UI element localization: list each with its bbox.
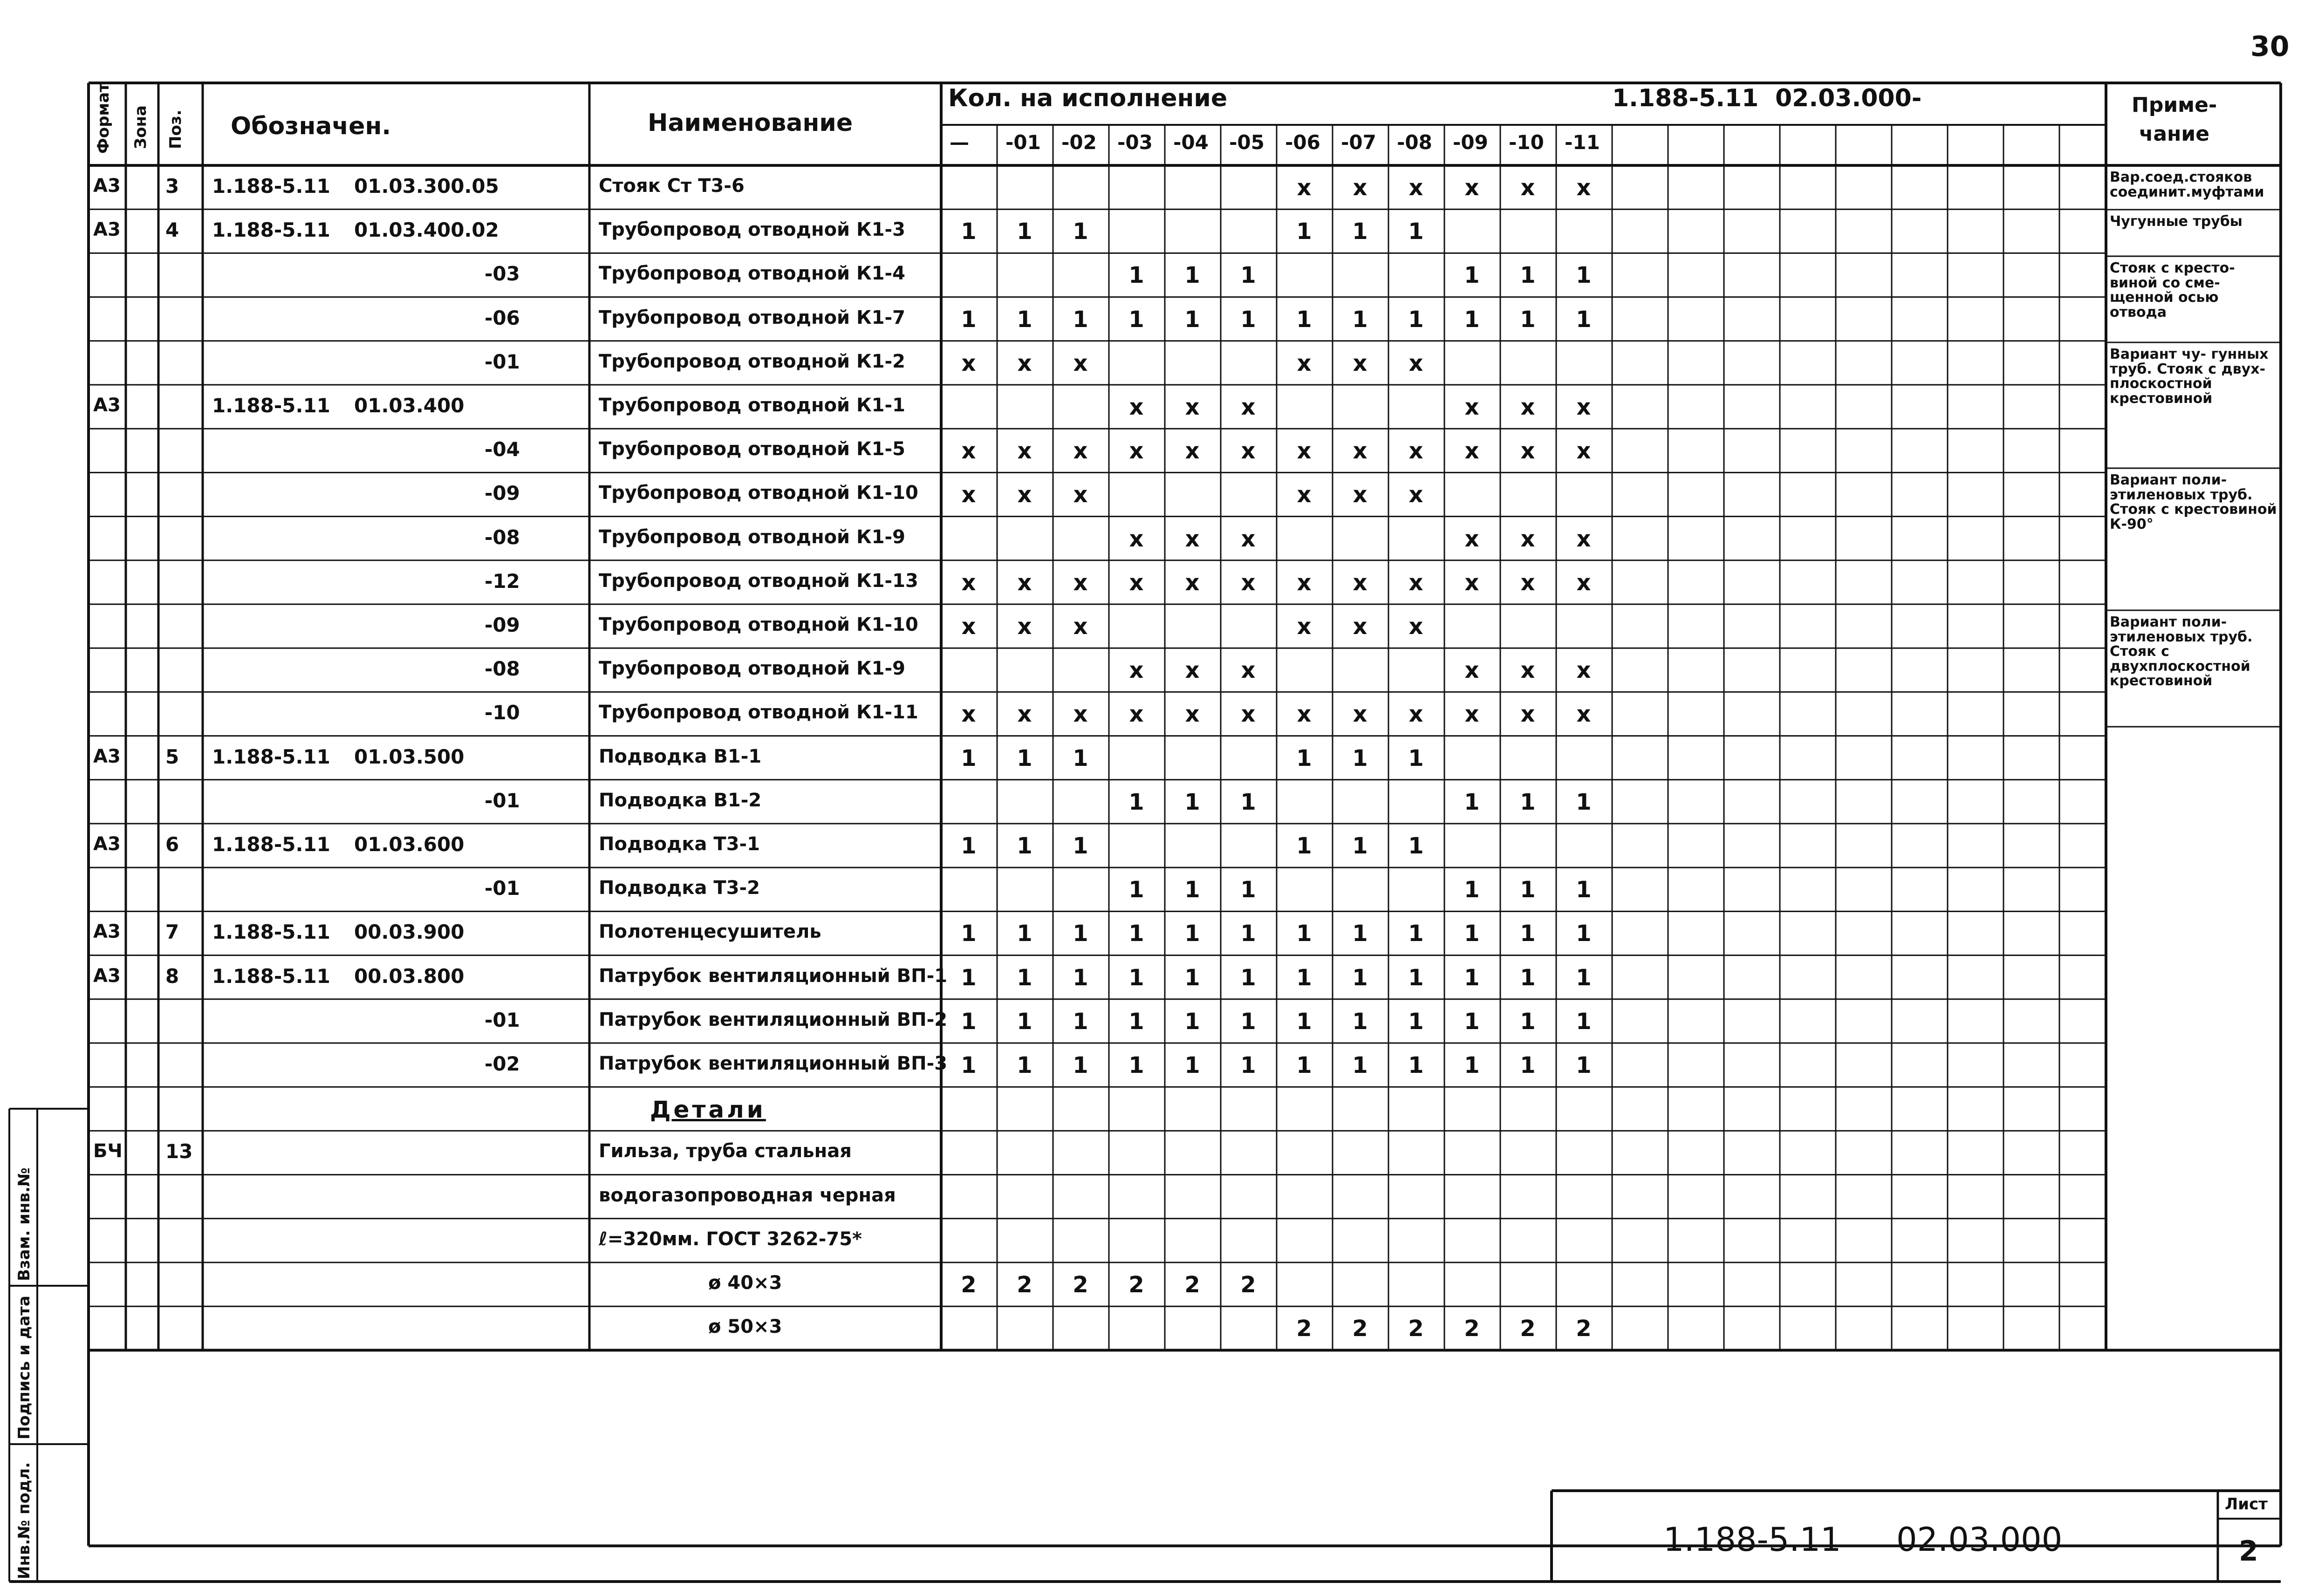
footer-code: 1.188-5.11 (1663, 1521, 1841, 1559)
quantity-mark: 1 (1408, 218, 1424, 245)
quantity-mark: 1 (1576, 306, 1592, 333)
quantity-mark: 1 (1184, 877, 1200, 903)
quantity-mark: 2 (1128, 1272, 1144, 1298)
row-designation-number: 01.03.600 (354, 833, 465, 856)
quantity-mark: 1 (1240, 921, 1256, 947)
quantity-mark: 1 (1128, 964, 1144, 991)
variant-header: -05 (1229, 131, 1265, 154)
row-designation-number: -06 (485, 306, 520, 329)
row-name: Трубопровод отводной К1-9 (599, 658, 905, 680)
row-designation-number: 00.03.900 (354, 921, 465, 944)
quantity-mark: 1 (1073, 1008, 1088, 1035)
quantity-mark: 1 (1576, 1008, 1592, 1035)
row-name: Трубопровод отводной К1-10 (599, 614, 918, 635)
quantity-mark: 1 (1073, 964, 1088, 991)
quantity-mark: x (1297, 614, 1312, 640)
quantity-mark: 1 (1184, 1052, 1200, 1078)
quantity-mark: x (1353, 569, 1367, 596)
quantity-mark: 1 (1520, 877, 1536, 903)
quantity-mark: x (1408, 482, 1423, 508)
header-qty-title: Кол. на исполнение (948, 84, 1228, 112)
row-format: А3 (93, 395, 121, 416)
row-name: Гильза, труба стальная (599, 1140, 852, 1162)
row-pos: 4 (165, 218, 179, 242)
stamp-vzam: Взам. инв.№ (15, 1167, 34, 1281)
quantity-mark: 1 (1520, 1008, 1536, 1035)
variant-header: -11 (1565, 131, 1600, 154)
quantity-mark: x (1129, 394, 1144, 420)
quantity-mark: 1 (1128, 877, 1144, 903)
quantity-mark: x (1297, 175, 1312, 201)
quantity-mark: 1 (1408, 306, 1424, 333)
quantity-mark: x (1576, 657, 1591, 684)
quantity-mark: 1 (1576, 789, 1592, 815)
quantity-mark: 2 (1017, 1272, 1032, 1298)
quantity-mark: 1 (1184, 921, 1200, 947)
quantity-mark: 1 (1296, 745, 1312, 771)
row-name: Трубопровод отводной К1-4 (599, 263, 905, 285)
row-name: Трубопровод отводной К1-2 (599, 350, 905, 372)
quantity-mark: 1 (1408, 745, 1424, 771)
row-name: Подводка В1-2 (599, 789, 762, 811)
quantity-mark: 1 (1576, 877, 1592, 903)
quantity-mark: x (1520, 438, 1535, 464)
row-name: ø 50×3 (708, 1316, 782, 1338)
quantity-mark: 1 (1464, 921, 1480, 947)
quantity-mark: x (1576, 175, 1591, 201)
quantity-mark: 1 (1073, 306, 1088, 333)
quantity-mark: 2 (1408, 1316, 1424, 1342)
row-name: ℓ=320мм. ГОСТ 3262-75* (599, 1228, 862, 1250)
row-note: Вар.соед.стояков соединит.муфтами (2110, 169, 2264, 200)
row-code: 1.188-5.11 (212, 394, 330, 417)
quantity-mark: x (1520, 394, 1535, 420)
quantity-mark: 1 (1520, 306, 1536, 333)
row-designation-number: -08 (485, 657, 520, 681)
quantity-mark: 1 (1017, 1052, 1032, 1078)
row-designation-number: 01.03.400.02 (354, 218, 499, 242)
quantity-mark: 1 (1520, 262, 1536, 289)
quantity-mark: x (1353, 614, 1367, 640)
quantity-mark: 1 (1184, 964, 1200, 991)
quantity-mark: 1 (1128, 262, 1144, 289)
quantity-mark: 1 (1464, 306, 1480, 333)
footer-number: 02.03.000 (1896, 1521, 2063, 1559)
variant-header: -09 (1453, 131, 1488, 154)
quantity-mark: 1 (961, 964, 977, 991)
row-name: Трубопровод отводной К1-10 (599, 482, 918, 504)
quantity-mark: 1 (961, 745, 977, 771)
quantity-mark: x (1073, 701, 1088, 728)
row-format: БЧ (93, 1140, 123, 1162)
quantity-mark: 1 (961, 833, 977, 859)
row-code: 1.188-5.11 (212, 921, 330, 944)
quantity-mark: x (1073, 614, 1088, 640)
variant-header: -10 (1509, 131, 1544, 154)
row-format: А3 (93, 833, 121, 855)
quantity-mark: 1 (1352, 833, 1368, 859)
variant-header: -06 (1285, 131, 1320, 154)
quantity-mark: x (1073, 438, 1088, 464)
quantity-mark: x (1241, 657, 1256, 684)
quantity-mark: 2 (1576, 1316, 1592, 1342)
row-name: Подводка В1-1 (599, 745, 762, 767)
quantity-mark: x (1073, 350, 1088, 376)
section-heading: Детали (650, 1096, 766, 1124)
quantity-mark: 1 (1352, 745, 1368, 771)
quantity-mark: x (1464, 394, 1479, 420)
quantity-mark: 1 (1352, 921, 1368, 947)
row-designation-number: -01 (485, 350, 520, 373)
quantity-mark: x (1353, 482, 1367, 508)
row-designation-number: -04 (485, 438, 520, 461)
quantity-mark: x (1464, 525, 1479, 552)
row-name: Трубопровод отводной К1-7 (599, 307, 905, 328)
quantity-mark: x (1129, 657, 1144, 684)
header-format: Формат (94, 83, 113, 154)
variant-header: -03 (1117, 131, 1153, 154)
quantity-mark: 1 (1464, 262, 1480, 289)
quantity-mark: x (1241, 394, 1256, 420)
row-designation-number: 01.03.500 (354, 745, 465, 768)
quantity-mark: 1 (1240, 964, 1256, 991)
quantity-mark: x (961, 438, 976, 464)
quantity-mark: x (961, 482, 976, 508)
row-designation-number: -08 (485, 525, 520, 549)
row-designation-number: -01 (485, 789, 520, 812)
quantity-mark: x (1185, 525, 1200, 552)
quantity-mark: x (1464, 569, 1479, 596)
quantity-mark: 1 (1017, 306, 1032, 333)
quantity-mark: 1 (1240, 1052, 1256, 1078)
quantity-mark: 1 (1352, 964, 1368, 991)
quantity-mark: 1 (1128, 921, 1144, 947)
quantity-mark: x (1297, 482, 1312, 508)
row-name: Стояк Ст Т3-6 (599, 175, 745, 197)
stamp-inv-podl: Инв.№ подл. (15, 1462, 34, 1579)
row-designation-number: -03 (485, 262, 520, 286)
quantity-mark: 1 (1464, 877, 1480, 903)
quantity-mark: x (1353, 350, 1367, 376)
row-note: Вариант поли- этиленовых труб. Стояк с двухплоскостной крестовиной (2110, 614, 2253, 689)
quantity-mark: 1 (1017, 1008, 1032, 1035)
quantity-mark: x (1185, 569, 1200, 596)
quantity-mark: 1 (1240, 877, 1256, 903)
quantity-mark: 1 (961, 306, 977, 333)
quantity-mark: x (1297, 569, 1312, 596)
quantity-mark: 1 (1352, 218, 1368, 245)
quantity-mark: x (1017, 350, 1032, 376)
quantity-mark: 1 (1240, 262, 1256, 289)
quantity-mark: 1 (1520, 789, 1536, 815)
quantity-mark: 1 (1296, 964, 1312, 991)
row-designation-number: -12 (485, 569, 520, 593)
row-code: 1.188-5.11 (212, 218, 330, 242)
quantity-mark: x (1017, 482, 1032, 508)
quantity-mark: x (1520, 175, 1535, 201)
quantity-mark: 1 (1576, 964, 1592, 991)
quantity-mark: 1 (1128, 789, 1144, 815)
variant-header: -08 (1397, 131, 1432, 154)
row-designation-number: -01 (485, 877, 520, 900)
quantity-mark: x (1576, 569, 1591, 596)
header-name: Наименование (648, 109, 853, 137)
quantity-mark: x (1017, 569, 1032, 596)
quantity-mark: 1 (1296, 833, 1312, 859)
row-pos: 6 (165, 833, 179, 856)
quantity-mark: 1 (1073, 218, 1088, 245)
quantity-mark: 1 (1017, 218, 1032, 245)
quantity-mark: x (961, 350, 976, 376)
quantity-mark: x (961, 569, 976, 596)
quantity-mark: x (1241, 438, 1256, 464)
quantity-mark: x (1297, 701, 1312, 728)
row-name: Трубопровод отводной К1-3 (599, 219, 905, 241)
row-designation-number: -09 (485, 614, 520, 636)
quantity-mark: x (1185, 394, 1200, 420)
quantity-mark: x (1464, 175, 1479, 201)
row-pos: 5 (165, 745, 179, 768)
quantity-mark: 1 (1520, 921, 1536, 947)
quantity-mark: x (1408, 701, 1423, 728)
quantity-mark: x (1241, 701, 1256, 728)
quantity-mark: x (1408, 569, 1423, 596)
quantity-mark: 1 (1464, 1052, 1480, 1078)
quantity-mark: 1 (1408, 964, 1424, 991)
quantity-mark: x (1185, 701, 1200, 728)
quantity-mark: 1 (1073, 745, 1088, 771)
quantity-mark: 1 (1576, 1052, 1592, 1078)
row-name: Подводка Т3-2 (599, 877, 760, 899)
stamp-podpis: Подпись и дата (15, 1296, 34, 1439)
quantity-mark: 1 (1184, 306, 1200, 333)
quantity-mark: 1 (1296, 921, 1312, 947)
quantity-mark: x (1353, 701, 1367, 728)
quantity-mark: x (1520, 657, 1535, 684)
quantity-mark: x (1576, 438, 1591, 464)
row-designation-number: -09 (485, 482, 520, 505)
quantity-mark: 1 (961, 1052, 977, 1078)
quantity-mark: x (1520, 525, 1535, 552)
quantity-mark: x (1241, 569, 1256, 596)
quantity-mark: x (1520, 569, 1535, 596)
quantity-mark: 2 (1240, 1272, 1256, 1298)
row-designation-number: 00.03.800 (354, 964, 465, 988)
row-pos: 7 (165, 921, 179, 944)
row-designation-number: -10 (485, 701, 520, 724)
row-code: 1.188-5.11 (212, 745, 330, 768)
quantity-mark: 1 (1017, 745, 1032, 771)
quantity-mark: 1 (1240, 306, 1256, 333)
quantity-mark: 1 (1073, 1052, 1088, 1078)
quantity-mark: x (1408, 350, 1423, 376)
quantity-mark: 1 (1352, 306, 1368, 333)
row-name: Полотенцесушитель (599, 921, 821, 943)
quantity-mark: x (1185, 438, 1200, 464)
sheet-number: 2 (2239, 1535, 2258, 1568)
quantity-mark: x (1353, 438, 1367, 464)
page-number: 30 (2250, 30, 2290, 63)
quantity-mark: 1 (1576, 262, 1592, 289)
quantity-mark: 1 (1352, 1008, 1368, 1035)
quantity-mark: x (1353, 175, 1367, 201)
quantity-mark: 1 (1576, 921, 1592, 947)
quantity-mark: 1 (1240, 1008, 1256, 1035)
quantity-mark: x (1408, 614, 1423, 640)
quantity-mark: 1 (961, 1008, 977, 1035)
variant-header: -07 (1341, 131, 1376, 154)
row-pos: 3 (165, 175, 179, 198)
quantity-mark: x (1464, 657, 1479, 684)
quantity-mark: 1 (1296, 306, 1312, 333)
row-name: Патрубок вентиляционный ВП-3 (599, 1053, 948, 1074)
quantity-mark: 1 (1464, 789, 1480, 815)
variant-header: -02 (1061, 131, 1097, 154)
quantity-mark: 1 (1520, 1052, 1536, 1078)
row-format: А3 (93, 921, 121, 943)
quantity-mark: 1 (1408, 1008, 1424, 1035)
quantity-mark: 1 (1073, 921, 1088, 947)
row-format: А3 (93, 745, 121, 767)
quantity-mark: 1 (1296, 1052, 1312, 1078)
row-name: Трубопровод отводной К1-1 (599, 395, 905, 416)
quantity-mark: 2 (1296, 1316, 1312, 1342)
quantity-mark: 1 (1408, 833, 1424, 859)
row-name: Подводка Т3-1 (599, 833, 760, 855)
quantity-mark: x (1129, 438, 1144, 464)
row-code: 1.188-5.11 (212, 964, 330, 988)
variant-header: — (950, 131, 969, 154)
quantity-mark: 1 (1128, 306, 1144, 333)
quantity-mark: x (1297, 438, 1312, 464)
header-doc-code2: 02.03.000- (1775, 84, 1922, 112)
quantity-mark: x (1073, 569, 1088, 596)
quantity-mark: 2 (1352, 1316, 1368, 1342)
header-zone: Зона (131, 105, 150, 149)
quantity-mark: 1 (1184, 789, 1200, 815)
sheet-label: Лист (2225, 1495, 2268, 1514)
quantity-mark: 1 (1128, 1008, 1144, 1035)
quantity-mark: 1 (1017, 964, 1032, 991)
row-name: Патрубок вентиляционный ВП-1 (599, 965, 948, 987)
row-note: Чугунные трубы (2110, 213, 2243, 230)
row-pos: 13 (165, 1140, 193, 1163)
row-name: Трубопровод отводной К1-13 (599, 570, 918, 592)
row-code: 1.188-5.11 (212, 175, 330, 198)
quantity-mark: x (1185, 657, 1200, 684)
quantity-mark: x (1408, 175, 1423, 201)
row-note: Вариант поли- этиленовых труб. Стояк с крестовиной К-90° (2110, 472, 2277, 532)
row-note: Вариант чу- гунных труб. Стояк с двух- плоскостной крестовиной (2110, 346, 2269, 407)
quantity-mark: x (1576, 525, 1591, 552)
quantity-mark: 1 (1352, 1052, 1368, 1078)
quantity-mark: 1 (1184, 1008, 1200, 1035)
row-name: водогазопроводная черная (599, 1184, 896, 1206)
row-note: Стояк с кресто- виной со сме- щенной осью отвода (2110, 260, 2235, 321)
quantity-mark: x (1464, 438, 1479, 464)
quantity-mark: 2 (1464, 1316, 1480, 1342)
variant-header: -01 (1005, 131, 1041, 154)
quantity-mark: x (961, 701, 976, 728)
header-doc-code: 1.188-5.11 (1612, 84, 1759, 112)
row-format: А3 (93, 175, 121, 197)
row-name: Трубопровод отводной К1-9 (599, 526, 905, 548)
quantity-mark: x (1017, 438, 1032, 464)
row-designation-number: -02 (485, 1052, 520, 1075)
row-name: Трубопровод отводной К1-11 (599, 702, 918, 723)
quantity-mark: 2 (1184, 1272, 1200, 1298)
quantity-mark: 2 (1073, 1272, 1088, 1298)
row-designation-number: -01 (485, 1008, 520, 1031)
quantity-mark: x (1520, 701, 1535, 728)
row-pos: 8 (165, 964, 179, 988)
quantity-mark: 1 (961, 921, 977, 947)
quantity-mark: x (961, 614, 976, 640)
quantity-mark: 1 (961, 218, 977, 245)
quantity-mark: 1 (1073, 833, 1088, 859)
quantity-mark: 1 (1017, 833, 1032, 859)
header-designation: Обозначен. (231, 112, 391, 140)
quantity-mark: x (1464, 701, 1479, 728)
quantity-mark: 1 (1184, 262, 1200, 289)
row-name: ø 40×3 (708, 1272, 782, 1294)
row-name: Трубопровод отводной К1-5 (599, 438, 905, 460)
quantity-mark: 1 (1128, 1052, 1144, 1078)
row-designation-number: 01.03.400 (354, 394, 465, 417)
quantity-mark: x (1576, 701, 1591, 728)
quantity-mark: 1 (1408, 921, 1424, 947)
quantity-mark: x (1017, 701, 1032, 728)
variant-header: -04 (1173, 131, 1209, 154)
quantity-mark: x (1241, 525, 1256, 552)
quantity-mark: x (1129, 525, 1144, 552)
quantity-mark: 1 (1296, 218, 1312, 245)
quantity-mark: x (1073, 482, 1088, 508)
quantity-mark: x (1129, 701, 1144, 728)
quantity-mark: 1 (1408, 1052, 1424, 1078)
quantity-mark: 2 (961, 1272, 977, 1298)
quantity-mark: x (1129, 569, 1144, 596)
row-designation-number: 01.03.300.05 (354, 175, 499, 198)
quantity-mark: x (1297, 350, 1312, 376)
row-name: Патрубок вентиляционный ВП-2 (599, 1009, 948, 1030)
row-format: А3 (93, 219, 121, 241)
quantity-mark: 1 (1240, 789, 1256, 815)
quantity-mark: 1 (1296, 1008, 1312, 1035)
quantity-mark: 1 (1464, 964, 1480, 991)
quantity-mark: 2 (1520, 1316, 1536, 1342)
row-format: А3 (93, 965, 121, 987)
quantity-mark: 1 (1464, 1008, 1480, 1035)
row-code: 1.188-5.11 (212, 833, 330, 856)
quantity-mark: x (1408, 438, 1423, 464)
header-note: Приме- чание (2132, 93, 2217, 146)
header-pos: Поз. (166, 109, 185, 149)
quantity-mark: 1 (1017, 921, 1032, 947)
quantity-mark: x (1017, 614, 1032, 640)
quantity-mark: 1 (1520, 964, 1536, 991)
quantity-mark: x (1576, 394, 1591, 420)
